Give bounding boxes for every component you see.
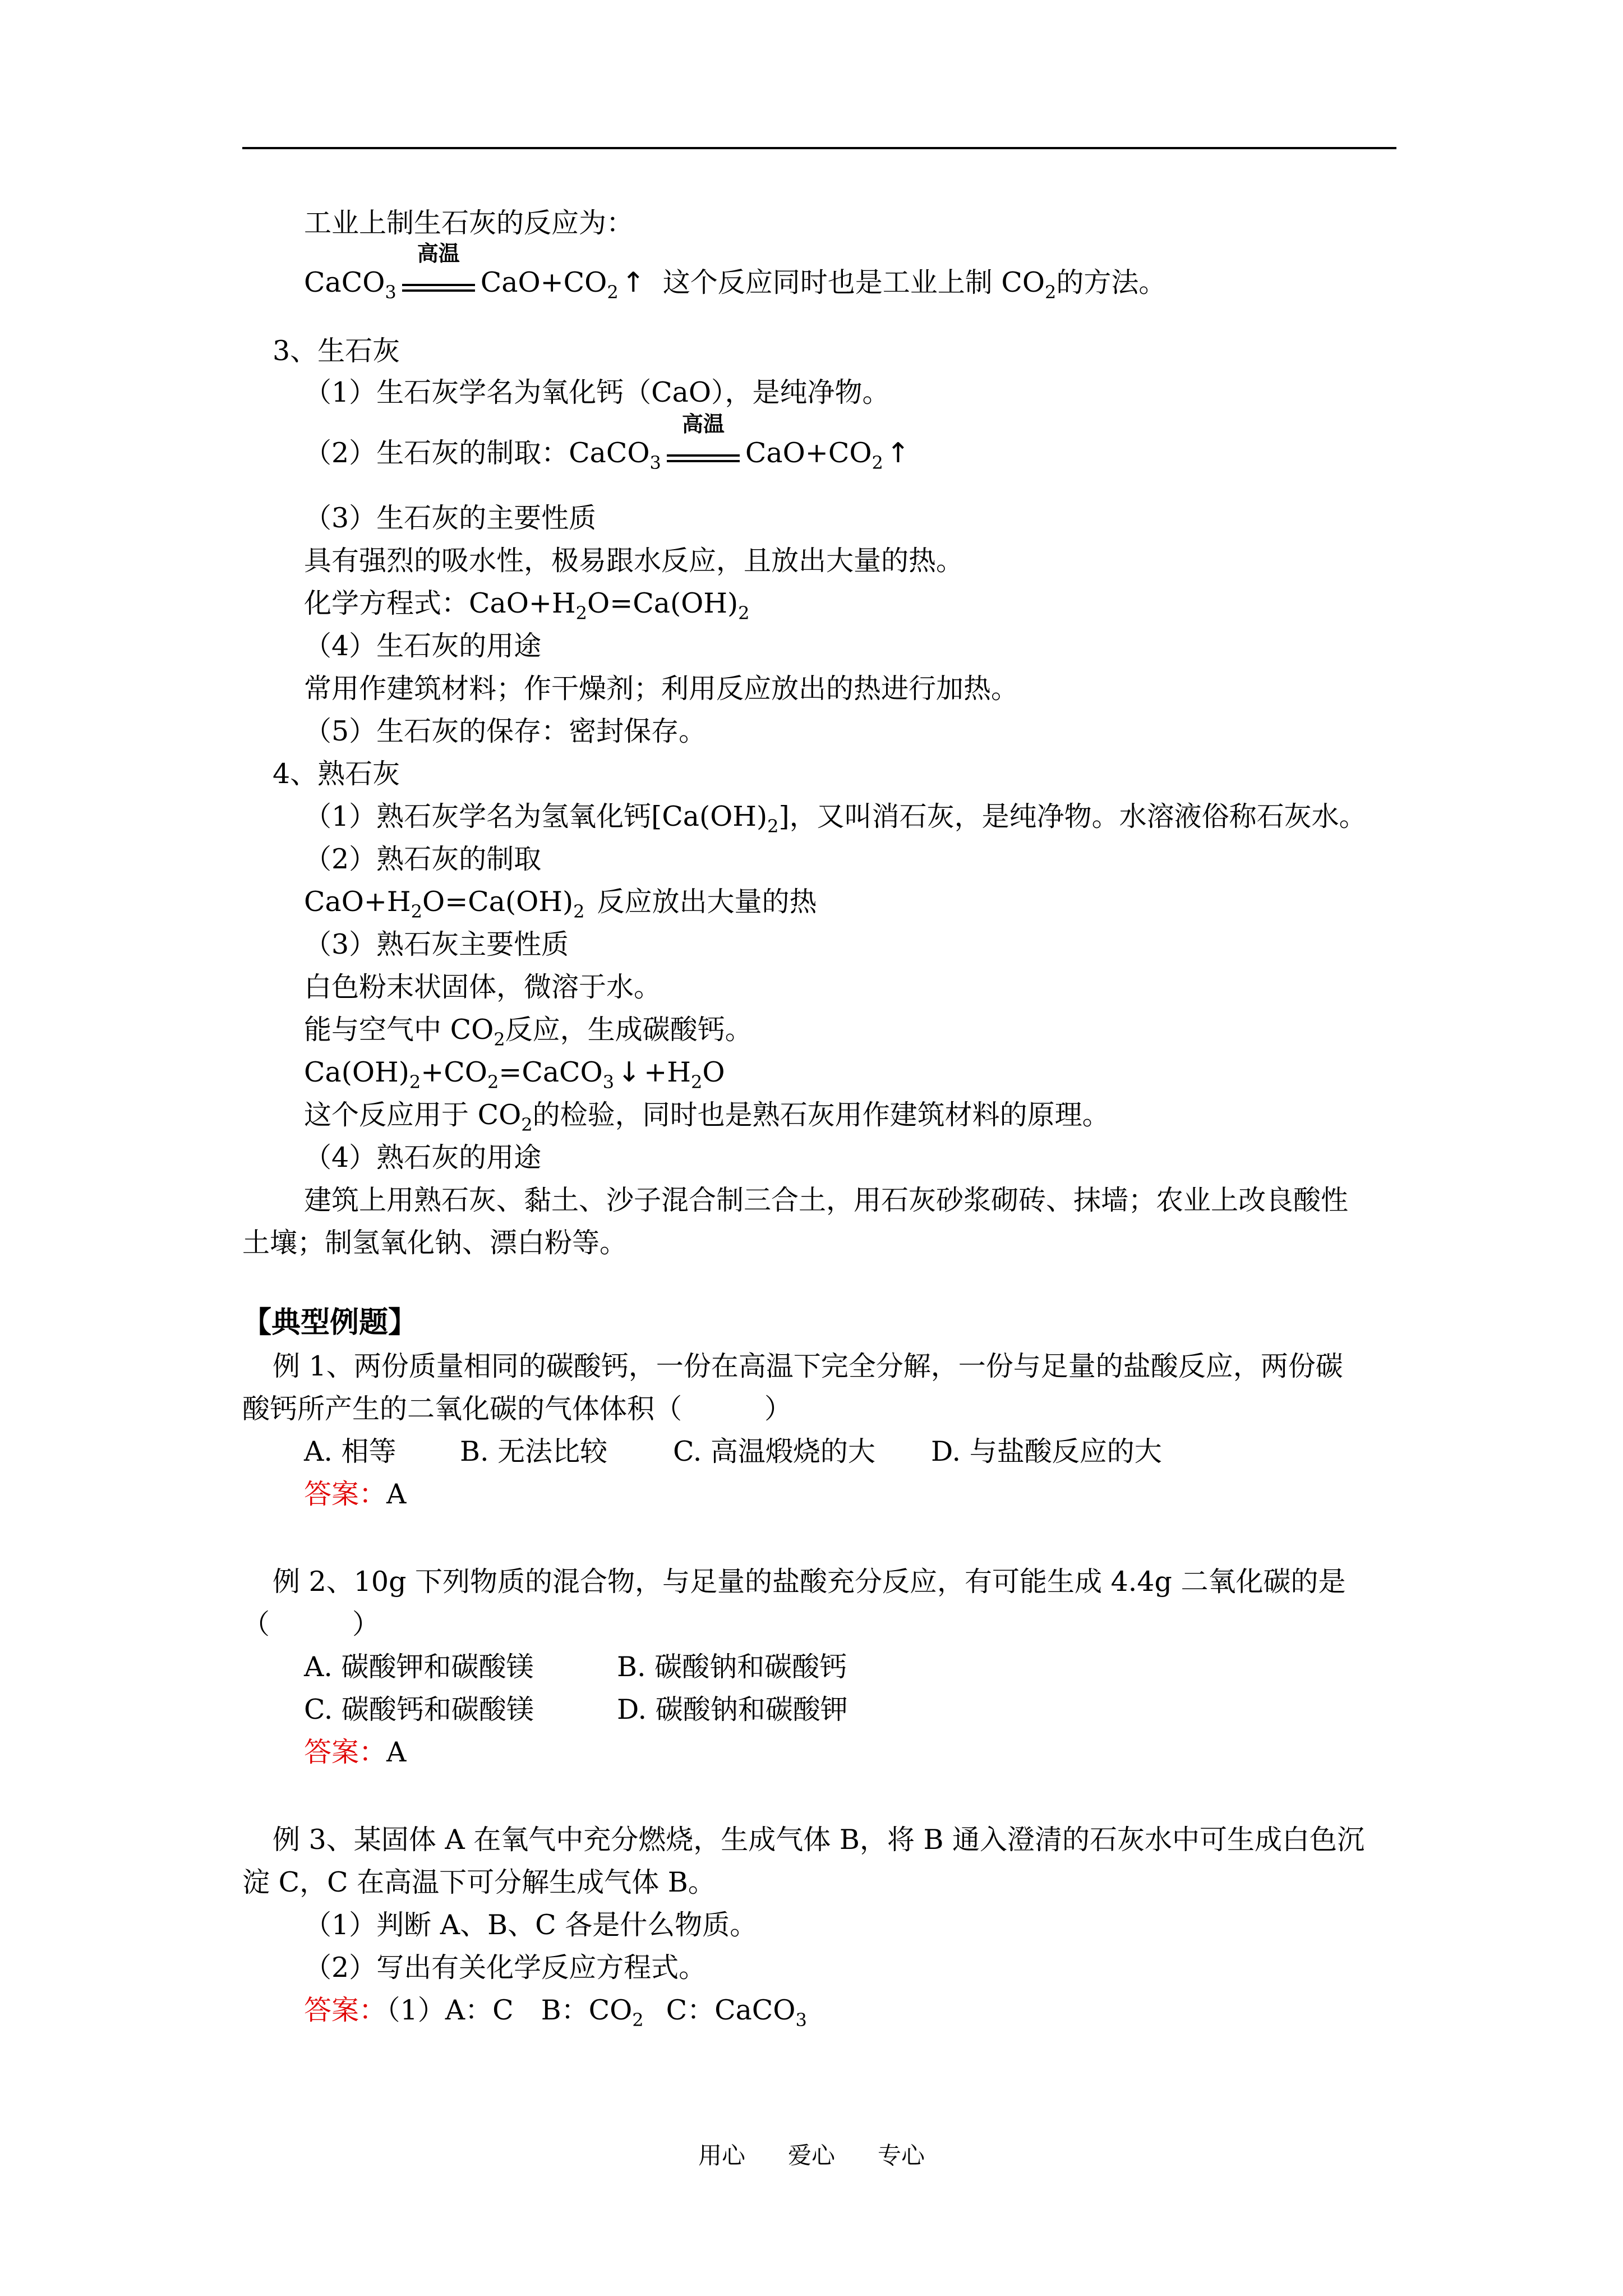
option-c: C. 高温煅烧的大	[673, 1435, 875, 1467]
answer: 答案：（1）A：C B：$CO_2$ C：CaCO$_3$	[304, 1994, 807, 2031]
question-text: 例 3、某固体 A 在氧气中充分燃烧，生成气体 B，将 B 通入澄清的石灰水中可生成白色沉	[273, 1824, 1365, 1856]
page-footer: 用心 爱心 专心	[698, 2142, 925, 2169]
reaction-condition: 高温	[665, 439, 742, 472]
precipitate-arrow-icon: ↓	[617, 1056, 641, 1088]
text-line: （2）熟石灰的制取	[304, 843, 542, 875]
gas-arrow-icon: ↑	[886, 437, 910, 469]
option-d: D. 碳酸钠和碳酸钾	[617, 1694, 848, 1726]
equation-line: $Ca(OH)_2+CO_2=CaCO_3$ ↓ $+H_2O$	[304, 1056, 725, 1093]
text-line: 这个反应用于 $CO_2$的检验，同时也是熟石灰用作建筑材料的原理。	[304, 1099, 1110, 1135]
text-line: 常用作建筑材料；作干燥剂；利用反应放出的热进行加热。	[304, 673, 1019, 705]
text-line: （3）生石灰的主要性质	[304, 502, 597, 534]
option-a: A. 相等	[304, 1435, 396, 1467]
answer: 答案：A	[304, 1736, 407, 1768]
text-line: 工业上制生石灰的反应为：	[304, 207, 634, 239]
text-line: 土壤；制氢氧化钠、漂白粉等。	[242, 1227, 628, 1259]
section-title: 4、熟石灰	[273, 758, 400, 790]
question-text: 例 1、两份质量相同的碳酸钙，一份在高温下完全分解，一份与足量的盐酸反应，两份碳	[273, 1350, 1343, 1382]
text-line: （4）熟石灰的用途	[304, 1142, 542, 1174]
equation-line: $CaO+H_2O=Ca(OH)_2$ 反应放出大量的热	[304, 886, 817, 922]
gas-arrow-icon: ↑	[621, 266, 645, 298]
text-line: （1）熟石灰学名为氢氧化钙$[Ca(OH)_2]$，又叫消石灰，是纯净物。水溶液俗称石灰水。	[304, 800, 1367, 837]
text-line: 建筑上用熟石灰、黏土、沙子混合制三合土，用石灰砂浆砌砖、抹墙；农业上改良酸性	[304, 1184, 1349, 1216]
question-text: 淀 C，C 在高温下可分解生成气体 B。	[242, 1866, 716, 1898]
answer: 答案：A	[304, 1478, 407, 1510]
header-rule	[242, 147, 1396, 149]
question-text: （1）判断 A、B、C 各是什么物质。	[304, 1909, 758, 1941]
section-heading: 【典型例题】	[242, 1305, 418, 1340]
option-b: B. 碳酸钠和碳酸钙	[617, 1651, 847, 1683]
text-line: （1）生石灰学名为氧化钙（CaO），是纯净物。	[304, 376, 890, 408]
text-line: 白色粉末状固体，微溶于水。	[304, 971, 662, 1003]
option-d: D. 与盐酸反应的大	[931, 1435, 1162, 1467]
option-b: B. 无法比较	[460, 1435, 608, 1467]
question-text: （2）写出有关化学反应方程式。	[304, 1952, 707, 1984]
question-text: （ ）	[242, 1608, 380, 1640]
equation-line: 化学方程式：$CaO+H_2O=Ca(OH)_2$	[304, 587, 750, 624]
text-line: （3）熟石灰主要性质	[304, 928, 569, 960]
option-c: C. 碳酸钙和碳酸镁	[304, 1694, 534, 1726]
text-line: 能与空气中 $CO_2$反应，生成碳酸钙。	[304, 1014, 753, 1050]
section-title: 3、生石灰	[273, 335, 400, 367]
text-line: （4）生石灰的用途	[304, 630, 542, 662]
text-line: （5）生石灰的保存：密封保存。	[304, 715, 707, 747]
question-text: 酸钙所产生的二氧化碳的气体体积（ ）	[242, 1393, 792, 1425]
equation-line: CaCO$_3$ 高温 $CaO+CO_2$ ↑ 这个反应同时也是工业上制 $CO_2$的方法。	[304, 241, 1166, 303]
equation-line: （2）生石灰的制取：CaCO$_3$ 高温 $CaO+CO_2$ ↑	[304, 411, 910, 473]
reaction-condition: 高温	[400, 268, 477, 302]
text-line: 具有强烈的吸水性，极易跟水反应，且放出大量的热。	[304, 545, 964, 577]
option-a: A. 碳酸钾和碳酸镁	[304, 1651, 534, 1683]
question-text: 例 2、10g 下列物质的混合物，与足量的盐酸充分反应，有可能生成 4.4g 二氧化碳的是	[273, 1566, 1346, 1598]
